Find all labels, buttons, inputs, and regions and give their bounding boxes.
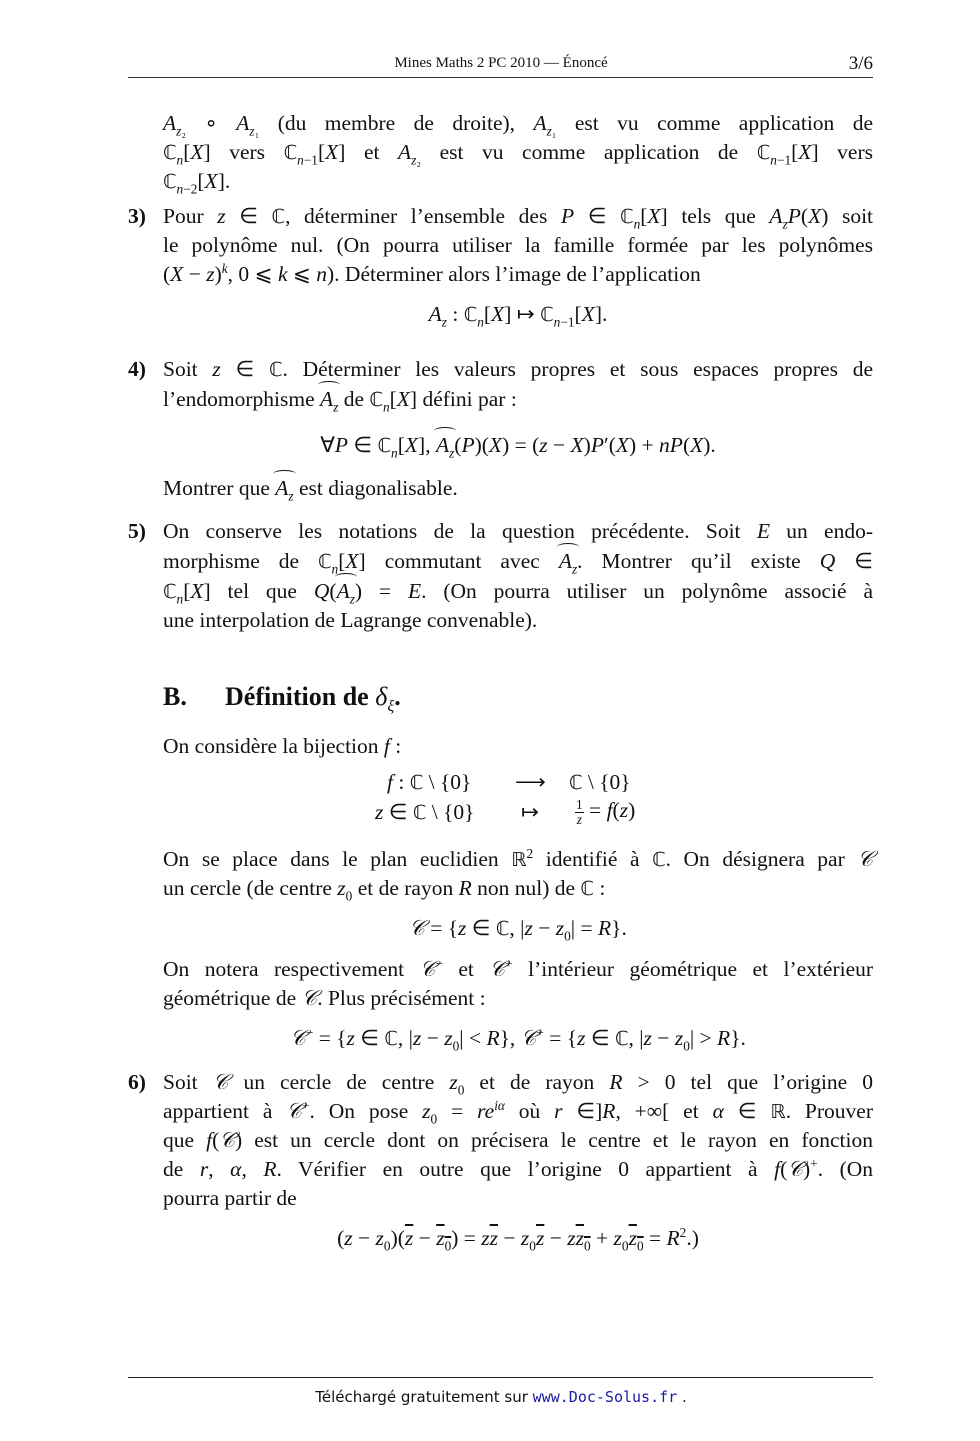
text: . Montrer qu’il existe — [577, 549, 801, 573]
text: appartient à — [163, 1099, 273, 1123]
text: et — [683, 1099, 699, 1123]
text: un cercle de centre — [243, 1070, 435, 1094]
text: et de rayon — [357, 876, 454, 900]
part-b-paragraph-1-line-1: On se place dans le plan euclidien ℝ$^2$ identifié à ℂ. On désignera par 𝒞 — [163, 845, 874, 871]
text: est un cercle dont on précisera le centre et le rayon en fonction — [254, 1128, 873, 1152]
question-4-line-1: Soit z ∈ ℂ. Déterminer les valeurs propres et sous espaces propres de — [163, 357, 873, 381]
text: . Déterminer alors l’image de l’application — [334, 262, 701, 286]
text: On notera respectivement — [163, 957, 405, 981]
text: et de rayon — [479, 1070, 595, 1094]
bijection-definition: f : ℂ \ {0} z ∈ ℂ \ {0} ⟶ ↦ ℂ \ {0} $\frac{1}{z}$ = f(z) — [375, 770, 636, 827]
text: un endo- — [786, 519, 874, 543]
text: défini par : — [422, 387, 517, 411]
text: commutant avec — [384, 549, 540, 573]
text: vers — [837, 140, 873, 164]
text: morphisme de — [163, 549, 300, 573]
question-5-line-2: morphisme de ℂ$_n$[X] commutant avec $A_z$. Montrer qu’il existe Q ∈ — [163, 549, 873, 577]
interior-exterior-equation: 𝒞− = {z ∈ ℂ, $|z - z_0| < R$}, 𝒞+ = {z ∈ ℂ, $|z - z_0| > R$}. — [290, 1024, 746, 1054]
section-title: Définition de — [225, 682, 369, 711]
text: de — [343, 387, 365, 411]
text: un cercle (de centre — [163, 876, 332, 900]
text: où — [518, 1099, 541, 1123]
part-b-intro: On considère la bijection f : — [163, 734, 402, 758]
question-4-line-4: Montrer que $A_z$ est diagonalisable. — [163, 476, 458, 504]
question-3-line-1: Pour z ∈ ℂ, déterminer l’ensemble des P ∈ ℂ$_n$[X] tels que $A_zP(X)$ soit — [163, 204, 874, 232]
text: (du membre de droite), — [277, 111, 516, 135]
question-3-line-3: $(X - z)^k$, 0 ⩽ k ⩽ n). Déterminer alors l’image de l’application — [163, 260, 701, 286]
text: . Déterminer les valeurs propres et sous espaces propres de — [282, 357, 873, 381]
text: . Plus précisément : — [317, 986, 486, 1010]
text: On se place dans le plan euclidien — [163, 847, 499, 871]
text: . Vérifier en outre que l’origine 0 appartient à — [276, 1157, 758, 1181]
text: . (On — [817, 1157, 874, 1181]
text: est diagonalisable. — [298, 476, 458, 500]
section-b-heading: B. Définition de $\delta_\xi$. — [163, 682, 401, 716]
part-b-paragraph-1-line-2: un cercle (de centre $z_0$ et de rayon R non nul) de ℂ : — [163, 876, 606, 904]
circle-definition-equation: 𝒞 = {z ∈ ℂ, $|z - z_0| = R$}. — [409, 916, 627, 944]
question-4-display-equation: ∀P ∈ ℂ$_n$[X], $A_z(P)(X) = (z - X)P'(X) + nP(X)$. — [320, 433, 716, 461]
question-6-display-equation: $(z - z_0)(\overline{z} - z_0) = z\overline{z} - z_0\overline{z} - zz_0 + z_0z_0 = R^2$.) — [337, 1224, 699, 1254]
question-5-number: 5) — [128, 519, 146, 543]
text: Pour — [163, 204, 204, 228]
text: géométrique de — [163, 986, 297, 1010]
text: soit — [841, 204, 874, 228]
text: . On désignera par — [665, 847, 845, 871]
text: . Prouver — [785, 1099, 874, 1123]
text: de — [163, 1157, 184, 1181]
continuation-line-2: ℂ$_n$[X] vers ℂ$_{n-1}$[X] et $A_{z_2}$ est vu comme application de ℂ$_{n-1}$[X] vers — [163, 140, 873, 168]
question-3-line-2: le polynôme nul. (On pourra utiliser la famille formée par les polynômes — [163, 233, 873, 257]
running-header-title: Mines Maths 2 PC 2010 — Énoncé — [394, 55, 608, 71]
header-rule — [128, 77, 873, 78]
text: . On pose — [309, 1099, 409, 1123]
text: vers — [229, 140, 266, 164]
text: tels que — [681, 204, 756, 228]
footer-link[interactable]: www.Doc-Solus.fr — [532, 1388, 678, 1406]
question-6-line-1: Soit 𝒞 un cercle de centre $z_0$ et de rayon R > 0 tel que l’origine 0 — [163, 1070, 874, 1098]
text: est vu comme application de — [574, 111, 874, 135]
text: tel que l’origine 0 — [690, 1070, 874, 1094]
text: identifié à — [545, 847, 640, 871]
question-6-number: 6) — [128, 1070, 146, 1094]
question-3-number: 3) — [128, 204, 146, 228]
text: l’endomorphisme — [163, 387, 315, 411]
question-6-line-4: de r, α, R. Vérifier en outre que l’origine 0 appartient à f(𝒞)+. (On — [163, 1155, 874, 1181]
text: est vu comme application de — [439, 140, 739, 164]
question-5-line-3: ℂ$_n$[X] tel que $Q(A_z) = E$. (On pourra utiliser un polynôme associé à — [163, 579, 873, 607]
question-5-line-4: une interpolation de Lagrange convenable). — [163, 608, 538, 632]
text: tel que — [227, 579, 297, 603]
question-6-line-2: appartient à 𝒞+. On pose $z_0 = re^{i\alpha}$ où r ∈]R, +∞[ et α ∈ ℝ. Prouver — [163, 1097, 874, 1127]
page-number: 3/6 — [848, 53, 873, 74]
text: Soit — [163, 1070, 198, 1094]
text: et — [458, 957, 474, 981]
text: Montrer que — [163, 476, 270, 500]
footer-rule — [128, 1377, 873, 1378]
footer-text: Téléchargé gratuitement sur — [315, 1388, 528, 1406]
question-5-line-1: On conserve les notations de la question précédente. Soit E un endo- — [163, 519, 874, 543]
text: et — [363, 140, 380, 164]
text: Soit — [163, 357, 198, 381]
footer-period: . — [681, 1388, 687, 1406]
footer — [0, 1388, 980, 1406]
question-4-line-2: l’endomorphisme $A_z$ de ℂ$_n$[X] défini par : — [163, 387, 517, 415]
question-6-line-5: pourra partir de — [163, 1186, 297, 1210]
question-3-display-equation: $A_z$ : ℂ$_n$[X] ↦ ℂ$_{n-1}$[X]. — [428, 302, 608, 330]
question-4-number: 4) — [128, 357, 146, 381]
text: l’intérieur géométrique et l’extérieur — [528, 957, 874, 981]
part-b-paragraph-2-line-2: géométrique de 𝒞. Plus précisément : — [163, 986, 486, 1010]
part-b-paragraph-2-line-1: On notera respectivement 𝒞− et 𝒞+ l’intérieur géométrique et l’extérieur — [163, 955, 874, 981]
text: On considère la bijection — [163, 734, 379, 758]
question-6-line-3: que f(𝒞) est un cercle dont on précisera le centre et le rayon en fonction — [163, 1128, 873, 1152]
text: non nul) de — [477, 876, 576, 900]
continuation-line-3: ℂ$_{n-2}$[X]. — [163, 169, 231, 197]
section-label: B. — [163, 682, 187, 711]
text: . (On pourra utiliser un polynôme associé à — [421, 579, 873, 603]
continuation-line-1: $A_{z_2}$ ∘ $A_{z_1}$ (du membre de droite), $A_{z_1}$ est vu comme application de — [163, 111, 874, 139]
text: que — [163, 1128, 195, 1152]
text: déterminer l’ensemble des — [304, 204, 548, 228]
text: On conserve les notations de la question précédente. Soit — [163, 519, 741, 543]
text: : — [395, 734, 402, 758]
